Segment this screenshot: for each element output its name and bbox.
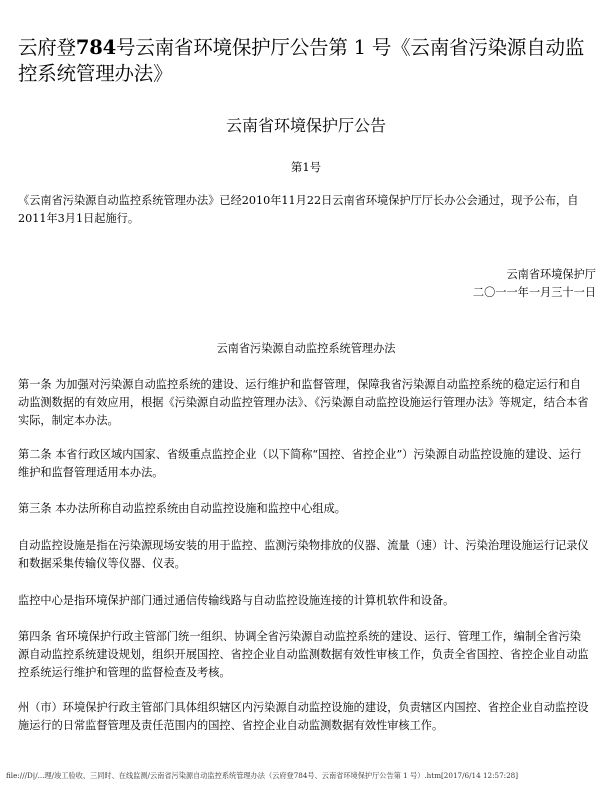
article-3: 第三条 本办法所称自动监控系统由自动监控设施和监控中心组成。 [18,502,346,515]
announcement-number: 第1号 [290,160,322,174]
title-rest: 号云南省环境保护厅公告第 1 号《云南省污染源自动监控系统管理办法》 [18,36,585,85]
signature-date: 二〇一一年一月三十一日 [472,286,596,299]
intro-paragraph: 《云南省污染源自动监控系统管理办法》已经2010年11月22日云南省环境保护厅厅长办公会通过，现予公布，自2011年3月1日起施行。 [18,194,579,225]
article-1: 第一条 为加强对污染源自动监控系统的建设、运行维护和监督管理，保障我省污染源自动监控系统的稳定运行和自动监测数据的有效应用，根据《污染源自动监控管理办法》、《污染源自动监控设施运行管理办法》等规定，结合本省实际，制定本办法。 [18,378,589,427]
article-3-definition-center: 监控中心是指环境保护部门通过通信传输线路与自动监控设施连接的计算机软件和设备。 [18,594,455,607]
document-title [18,35,600,87]
title-number: 784 [75,36,117,59]
title-prefix: 云府登 [18,36,76,59]
regulation-title: 云南省污染源自动监控系统管理办法 [216,342,396,355]
signature-org: 云南省环境保护厅 [506,268,596,281]
article-4-prefecture-duties: 州（市）环境保护行政主管部门具体组织辖区内污染源自动监控设施的建设，负责辖区内国控、省控企业自动监控设施运行的日常监督管理及责任范围内的国控、省控企业自动监测数据有效性审核工作。 [18,701,589,732]
article-3-definition-facilities: 自动监控设施是指在污染源现场安装的用于监控、监测污染物排放的仪器、流量（速）计、污染治理设施运行记录仪和数据采集传输仪等仪器、仪表。 [18,539,589,570]
article-2: 第二条 本省行政区域内国家、省级重点监控企业（以下简称“国控、省控企业”）污染源自动监控设施的建设、运行维护和监督管理适用本办法。 [18,448,582,479]
article-4: 第四条 省环境保护行政主管部门统一组织、协调全省污染源自动监控系统的建设、运行、管理工作，编制全省污染源自动监控系统建设规划，组织开展国控、省控企业自动监测数据有效性审核工作，负责全省国控、省控企业自动监控系统运行维护和管理的监督检查及考核。 [18,630,589,679]
file-path-footer: file:///D|/...理/竣工验收、三同时、在线监测/云南省污染源自动监控系统管理办法（云府登784号、云南省环境保护厅公告第 1 号）.htm[2017/6/14 12:57:28] [6,771,519,780]
announcement-heading: 云南省环境保护厅公告 [225,116,386,135]
